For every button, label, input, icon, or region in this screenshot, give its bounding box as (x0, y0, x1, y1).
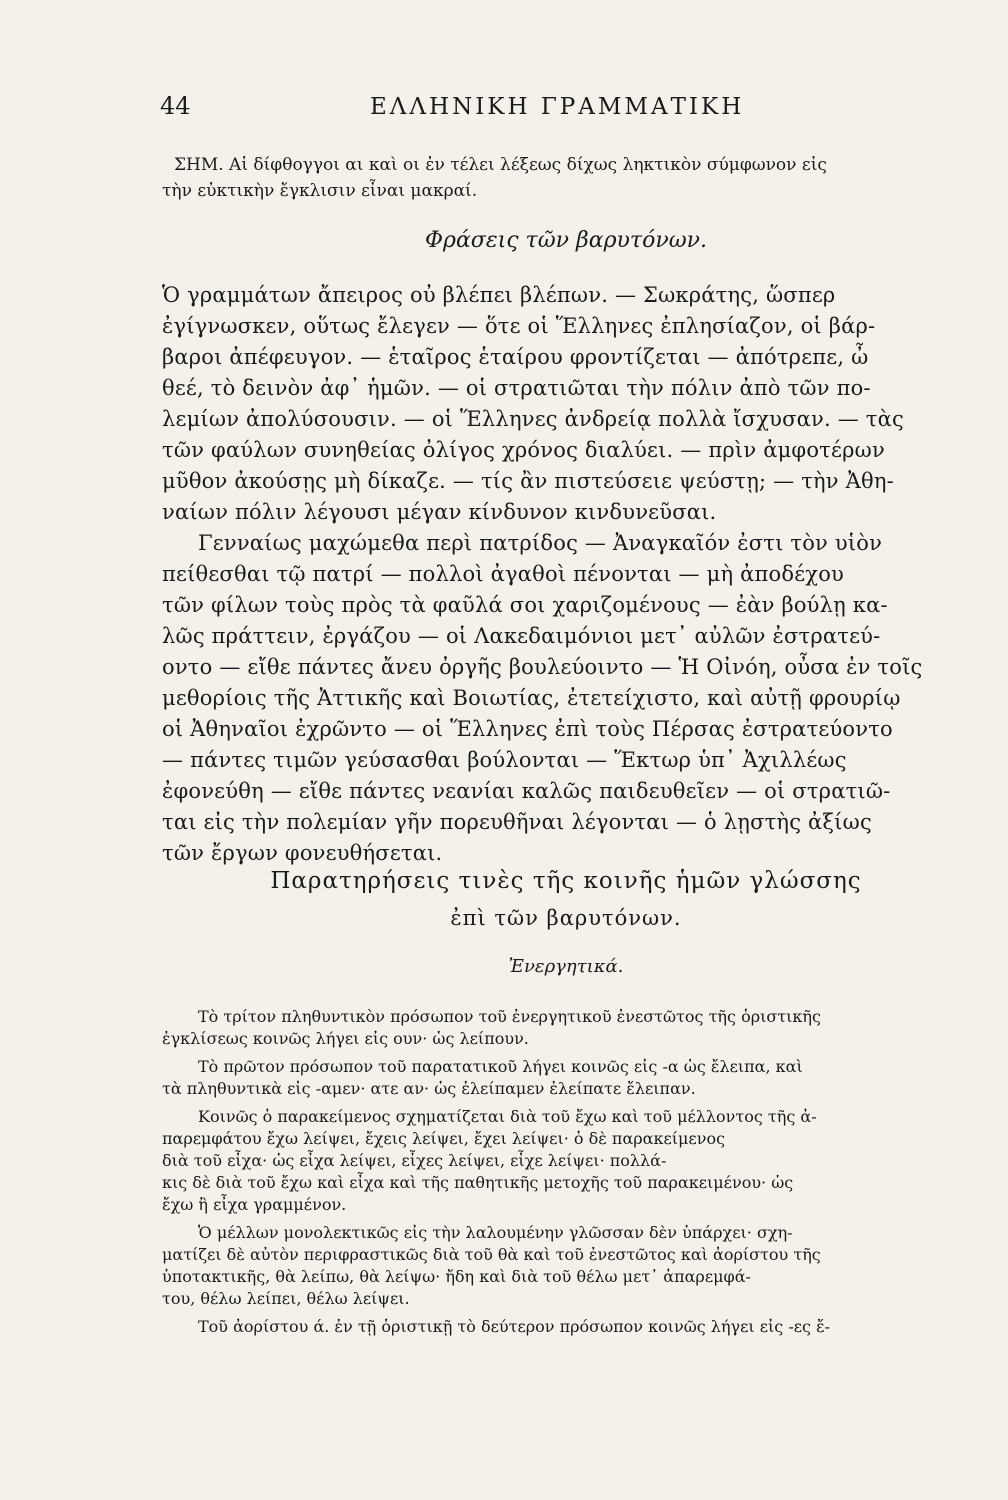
text-line: οἱ Ἀθηναῖοι ἐχρῶντο — οἱ Ἕλληνες ἐπὶ τοὺς Πέρσας ἐστρατεύοντο (162, 717, 893, 741)
text-line: λεμίων ἀπολύσουσιν. — οἱ Ἕλληνες ἀνδρείᾳ πολλὰ ἴσχυσαν. — τὰς (162, 407, 904, 431)
text-line: οντο — εἴθε πάντες ἄνευ ὀργῆς βουλεύοιντο — Ἡ Οἰνόη, οὖσα ἐν τοῖς (162, 655, 923, 679)
remark-paragraph (162, 1106, 970, 1216)
text-line: Τὸ πρῶτον πρόσωπον τοῦ παρατατικοῦ λήγει κοινῶς εἰς -α ὡς ἔλειπα, καὶ (198, 1057, 803, 1076)
remarks-section (162, 1006, 970, 1338)
remark-paragraph (162, 1006, 970, 1050)
text-line: λῶς πράττειν, ἐργάζου — οἱ Λακεδαιμόνιοι μετ᾽ αὐλῶν ἐστρατεύ- (162, 624, 881, 648)
text-line: Ὁ γραμμάτων ἄπειρος οὐ βλέπει βλέπων. — Σωκράτης, ὥσπερ (162, 283, 836, 307)
section-heading: Φράσεις τῶν βαρυτόνων. (424, 228, 708, 253)
text-line: παρεμφάτου ἔχω λείψει, ἔχεις λείψει, ἔχει λείψει· ὁ δὲ παρακείμενος (162, 1129, 726, 1148)
text-line: του, θέλω λείπει, θέλω λείψει. (162, 1289, 410, 1308)
text-line: τῶν ἔργων φονευθήσεται. (162, 841, 443, 865)
text-line: ἐγίγνωσκεν, οὕτως ἔλεγεν — ὅτε οἱ Ἕλληνες ἐπλησίαζον, οἱ βάρ- (162, 314, 876, 338)
text-line: ματίζει δὲ αὐτὸν περιφραστικῶς διὰ τοῦ θὰ καὶ τοῦ ἐνεστῶτος καὶ ἀορίστου τῆς (162, 1245, 821, 1264)
text-line: κις δὲ διὰ τοῦ ἔχω καὶ εἶχα καὶ τῆς παθητικῆς μετοχῆς τοῦ παρακειμένου· ὡς (162, 1173, 794, 1192)
text-line: ΣΗΜ. Αἱ δίφθογγοι αι καὶ οι ἐν τέλει λέξεως δίχως ληκτικὸν σύμφωνον εἰς (174, 155, 827, 175)
text-line: Τὸ τρίτον πληθυντικὸν πρόσωπον τοῦ ἐνεργητικοῦ ἐνεστῶτος τῆς ὁριστικῆς (198, 1007, 821, 1026)
text-line: πείθεσθαι τῷ πατρί — πολλοὶ ἀγαθοὶ πένονται — μὴ ἀποδέχου (162, 562, 845, 586)
text-line: θεέ, τὸ δεινὸν ἀφ᾽ ἡμῶν. — οἱ στρατιῶται τὴν πόλιν ἀπὸ τῶν πο- (162, 376, 871, 400)
text-line: διὰ τοῦ εἶχα· ὡς εἶχα λείψει, εἶχες λείψει, εἶχε λείψει· πολλά- (162, 1151, 667, 1170)
text-line: μεθορίοις τῆς Ἀττικῆς καὶ Βοιωτίας, ἐτετείχιστο, καὶ αὐτῇ φρουρίῳ (162, 686, 901, 710)
page-number: 44 (160, 92, 191, 120)
text-line: Ὁ μέλλων μονολεκτικῶς εἰς τὴν λαλουμένην γλῶσσαν δὲν ὑπάρχει· σχη- (198, 1223, 793, 1242)
section-subheading-italic: Ἐνεργητικά. (508, 956, 624, 977)
section-subheading: ἐπὶ τῶν βαρυτόνων. (450, 906, 682, 930)
text-line: βαροι ἀπέφευγον. — ἑταῖρος ἑταίρου φροντίζεται — ἀπότρεπε, ὦ (162, 345, 869, 369)
text-line: ναίων πόλιν λέγουσι μέγαν κίνδυνον κινδυνεῦσαι. (162, 500, 717, 524)
remark-paragraph (162, 1222, 970, 1310)
text-line: ἐγκλίσεως κοινῶς λήγει εἰς ουν· ὡς λείπουν. (162, 1029, 529, 1048)
text-line: μῦθον ἀκούσῃς μὴ δίκαζε. — τίς ἂν πιστεύσειε ψεύστῃ; — τὴν Ἀθη- (162, 469, 894, 493)
section-heading: Παρατηρήσεις τινὲς τῆς κοινῆς ἡμῶν γλώσσης (270, 868, 862, 894)
text-line: ὑποτακτικῆς, θὰ λείπω, θὰ λείψω· ἤδη καὶ διὰ τοῦ θέλω μετ᾽ ἀπαρεμφά- (162, 1267, 751, 1286)
text-line: τὰ πληθυντικὰ εἰς -αμεν· ατε αν· ὡς ἐλείπαμεν ἐλείπατε ἔλειπαν. (162, 1079, 696, 1098)
text-line: — πάντες τιμῶν γεύσασθαι βούλονται — Ἕκτωρ ὑπ᾽ Ἀχιλλέως (162, 748, 847, 772)
example-sentences (162, 280, 970, 869)
text-line: Κοινῶς ὁ παρακείμενος σχηματίζεται διὰ τοῦ ἔχω καὶ τοῦ μέλλοντος τῆς ἀ- (198, 1107, 817, 1126)
note-paragraph (162, 152, 970, 204)
text-line: τῶν φίλων τοὺς πρὸς τὰ φαῦλά σοι χαριζομένους — ἐὰν βούλῃ κα- (162, 593, 888, 617)
text-line: ται εἰς τὴν πολεμίαν γῆν πορευθῆναι λέγονται — ὁ λῃστὴς ἀξίως (162, 810, 872, 834)
text-line: τὴν εὐκτικὴν ἔγκλισιν εἶναι μακραί. (162, 181, 478, 201)
text-line: ἔχω ἢ εἶχα γραμμένον. (162, 1195, 347, 1214)
text-line: τῶν φαύλων συνηθείας ὀλίγος χρόνος διαλύει. — πρὶν ἀμφοτέρων (162, 438, 885, 462)
running-title: ΕΛΛΗΝΙΚΗ ΓΡΑΜΜΑΤΙΚΗ (370, 94, 745, 120)
remark-paragraph (162, 1316, 970, 1338)
running-head (160, 92, 960, 132)
text-line: Τοῦ ἀορίστου ά. ἐν τῇ ὁριστικῇ τὸ δεύτερον πρόσωπον κοινῶς λήγει εἰς -ες ἔ- (198, 1317, 831, 1336)
text-line: ἐφονεύθη — εἴθε πάντες νεανίαι καλῶς παιδευθεῖεν — οἱ στρατιῶ- (162, 779, 891, 803)
remark-paragraph (162, 1056, 970, 1100)
text-line: Γενναίως μαχώμεθα περὶ πατρίδος — Ἀναγκαῖόν ἐστι τὸν υἱὸν (198, 531, 883, 555)
